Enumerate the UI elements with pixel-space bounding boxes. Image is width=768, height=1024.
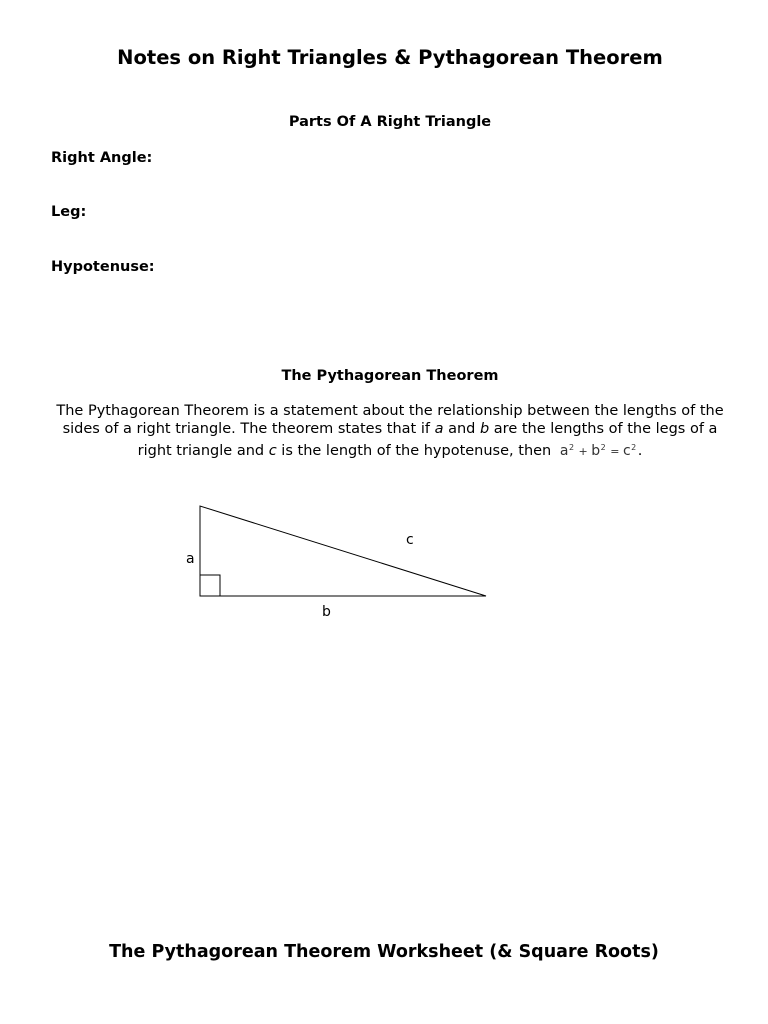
variable-b: b <box>479 421 490 438</box>
formula-b-exponent: 2 <box>600 442 607 452</box>
paragraph-end: . <box>637 442 643 459</box>
formula-plus: + <box>578 444 589 458</box>
paragraph-text-2: and <box>443 421 480 438</box>
variable-c: c <box>268 442 277 459</box>
formula-a-exponent: 2 <box>568 442 575 452</box>
term-leg: Leg: <box>51 204 87 220</box>
term-hypotenuse: Hypotenuse: <box>51 259 155 275</box>
theorem-paragraph <box>52 402 728 461</box>
right-angle-marker <box>200 575 220 596</box>
page-title: Notes on Right Triangles & Pythagorean Theorem <box>117 46 663 69</box>
variable-a: a <box>434 421 444 438</box>
label-leg-b: b <box>322 604 331 620</box>
pythagorean-formula <box>560 443 638 459</box>
paragraph-text-1: The Pythagorean Theorem is a statement about the relationship between the lengths of the sides of a right triangle. The theorem states that if <box>56 403 724 438</box>
label-hypotenuse-c: c <box>406 532 414 548</box>
term-right-angle: Right Angle: <box>51 150 153 166</box>
paragraph-text-4: is the length of the hypotenuse, then <box>276 442 556 459</box>
formula-b: b <box>591 442 601 459</box>
paragraph-text-3: are the lengths of the legs of a right triangle and <box>137 421 718 459</box>
label-leg-a: a <box>186 551 195 567</box>
formula-c-exponent: 2 <box>631 442 637 452</box>
right-triangle-diagram <box>180 495 500 625</box>
triangle-shape <box>200 506 486 596</box>
worksheet-title: The Pythagorean Theorem Worksheet (& Square Roots) <box>109 942 659 962</box>
formula-c: c <box>622 442 632 459</box>
theorem-heading: The Pythagorean Theorem <box>281 368 499 384</box>
formula-a: a <box>559 442 569 459</box>
parts-heading: Parts Of A Right Triangle <box>288 114 492 130</box>
formula-equals: = <box>610 444 620 458</box>
